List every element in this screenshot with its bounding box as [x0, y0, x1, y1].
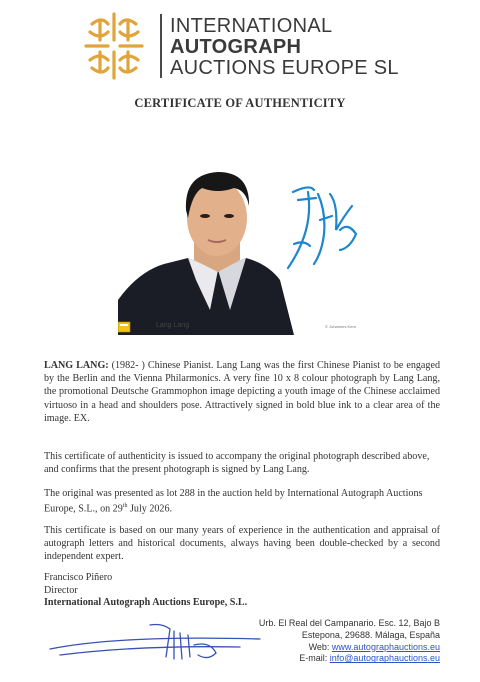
auction-text-sup: th: [122, 503, 128, 510]
photo-credit: © Johannes Kern: [325, 324, 356, 329]
footer-contact: [259, 618, 440, 665]
auction-text-a: The original was presented as lot 288 in the auction held by International Autograph Auctions Europe, S.L., on 29: [44, 488, 423, 515]
signatory-role: Director: [44, 584, 78, 596]
web-link[interactable]: www.autographauctions.eu: [331, 641, 440, 652]
description-lead: LANG LANG:: [44, 360, 109, 371]
header: [0, 0, 480, 92]
org-line-2: AUTOGRAPH: [170, 36, 302, 58]
auction-paragraph: [44, 487, 440, 516]
web-label: Web:: [308, 641, 330, 652]
signatory-company: International Autograph Auctions Europe, S.L.: [44, 597, 248, 609]
expertise-paragraph: This certificate is based on our many years of experience in the authentication and appraisal of autograph letters and historical documents, always having been double-checked by a second independent expert.: [44, 525, 440, 563]
email-row: [259, 653, 440, 665]
signatory-name: Francisco Piñero: [44, 572, 113, 583]
org-line-3: AUCTIONS EUROPE SL: [170, 57, 399, 79]
deutsche-grammophon-icon: [118, 322, 130, 332]
description-paragraph: [44, 359, 440, 425]
organization-name: [170, 16, 399, 79]
signed-photograph: [118, 160, 360, 335]
email-link[interactable]: info@autographauctions.eu: [329, 653, 440, 664]
org-line-1: INTERNATIONAL: [170, 15, 333, 37]
auction-text-b: July 2026.: [127, 503, 173, 515]
web-row: [259, 642, 440, 654]
globe-seal-icon: [78, 10, 150, 82]
address-line-2: Estepona, 29688. Málaga, España: [301, 629, 440, 640]
certificate-title: CERTIFICATE OF AUTHENTICITY: [134, 96, 346, 110]
email-label: E-mail:: [299, 653, 328, 664]
photo-caption: Lang Lang: [156, 322, 190, 329]
certificate-paragraph: This certificate of authenticity is issued to accompany the original photograph described above, and confirms that the present photograph is signed by Lang Lang.: [44, 451, 430, 476]
address-line-1: Urb. El Real del Campanario. Esc. 12, Bajo B: [258, 618, 440, 628]
director-signature: [40, 605, 270, 675]
header-divider: [160, 14, 162, 78]
description-body: (1982- ) Chinese Pianist. Lang Lang was the first Chinese Pianist to be engaged by the Berlin and the Vienna Philarmonics. A very fine 10 x 8 colour photograph by Lang Lang, the promotional Deutsche Grammophon image depicting a youth image of the Chinese acclaimed virtuoso in a head and shoulders pose. Attractively signed in bold blue ink to a clear area of the image. EX.: [44, 360, 440, 424]
